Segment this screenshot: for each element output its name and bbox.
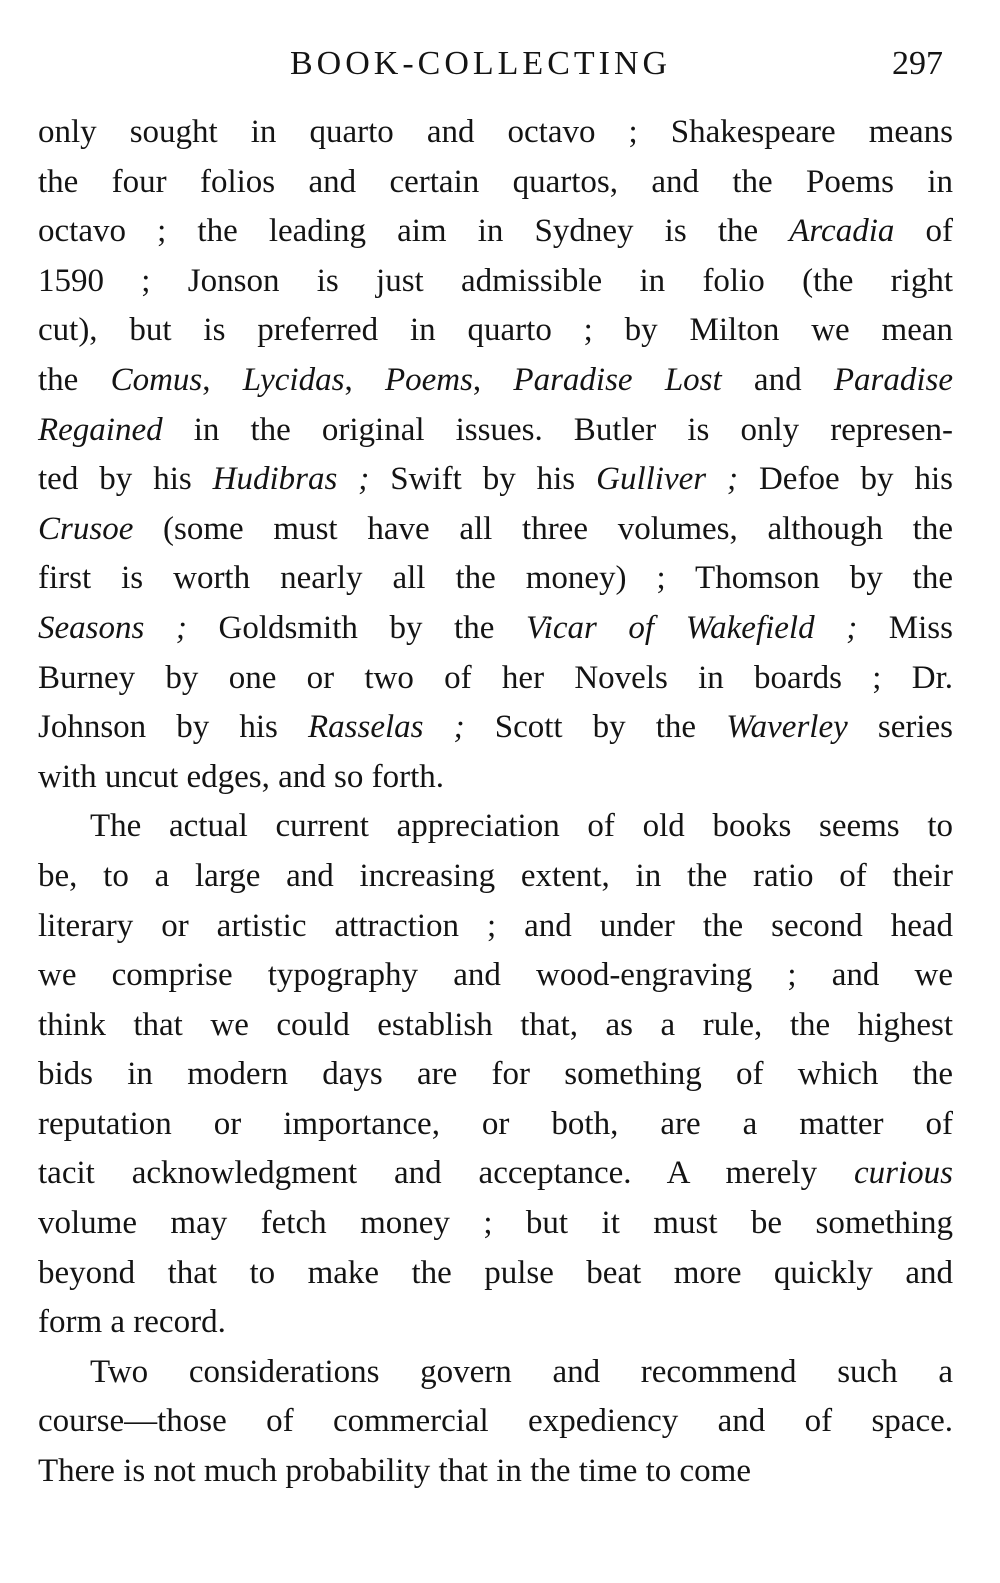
italic-title: Gulliver ;	[596, 461, 739, 498]
page-number: 297	[892, 45, 943, 82]
text-run: octavo ; the leading aim in Sydney is the	[38, 213, 790, 250]
text-line	[38, 554, 953, 604]
text-run: the four folios and certain quartos, and the Poems in	[38, 163, 953, 200]
text-run: series	[847, 709, 953, 746]
italic-title: Paradise Lost	[513, 361, 722, 398]
text-line	[38, 1050, 953, 1100]
text-line	[38, 306, 953, 356]
text-run: Swift by his	[369, 461, 597, 498]
text-run: ,	[344, 361, 385, 398]
text-run: ,	[472, 361, 514, 398]
text-run: the	[38, 361, 111, 398]
text-run: ,	[202, 361, 243, 398]
text-line	[38, 852, 953, 902]
text-line	[38, 1298, 953, 1348]
italic-title: Paradise	[833, 361, 953, 398]
italic-title: Waverley	[726, 709, 848, 746]
text-line	[38, 1397, 953, 1447]
text-line	[38, 356, 953, 406]
italic-title: Poems	[384, 361, 473, 398]
text-run: of	[894, 213, 953, 250]
italic-title: Hudibras ;	[212, 461, 370, 498]
text-run: (some must have all three volumes, although the	[133, 510, 953, 547]
text-line	[38, 207, 953, 257]
text-run: and	[721, 361, 834, 398]
text-line	[38, 1199, 953, 1249]
text-line	[38, 1149, 953, 1199]
text-line	[38, 406, 953, 456]
text-line	[38, 1249, 953, 1299]
text-run: Goldsmith by the	[186, 609, 526, 646]
text-run: think that we could establish that, as a rule, the highest	[38, 1006, 953, 1043]
text-line	[38, 158, 953, 208]
paragraph	[38, 1348, 953, 1497]
text-run: Miss	[857, 609, 953, 646]
italic-title: Rasselas ;	[308, 709, 465, 746]
text-line	[38, 257, 953, 307]
text-line	[38, 802, 953, 852]
text-run: bids in modern days are for something of which the	[38, 1056, 953, 1093]
text-line	[38, 108, 953, 158]
italic-title: Seasons ;	[38, 609, 187, 646]
paragraph	[38, 802, 953, 1348]
text-run: 1590 ; Jonson is just admissible in folio (the right	[38, 262, 953, 299]
text-run: reputation or importance, or both, are a matter of	[38, 1105, 953, 1142]
text-run: Scott by the	[464, 709, 727, 746]
text-run: Johnson by his	[38, 709, 309, 746]
text-line	[38, 654, 953, 704]
text-run: There is not much probability that in the time to come	[38, 1453, 751, 1490]
running-head	[0, 40, 1000, 88]
text-run: Burney by one or two of her Novels in boards ; Dr.	[38, 659, 953, 696]
text-line	[38, 753, 953, 803]
text-line	[38, 902, 953, 952]
italic-title: Arcadia	[789, 213, 895, 250]
italic-title: Vicar of Wakefield ;	[525, 609, 858, 646]
text-line	[38, 505, 953, 555]
text-run: course—those of commercial expediency and of space.	[38, 1403, 953, 1440]
text-line	[38, 1001, 953, 1051]
text-line	[38, 1447, 953, 1497]
paragraph	[38, 108, 953, 802]
text-run: volume may fetch money ; but it must be something	[38, 1205, 953, 1242]
text-run: we comprise typography and wood-engraving ; and we	[38, 957, 953, 994]
text-line	[38, 703, 953, 753]
italic-title: Lycidas	[242, 361, 345, 398]
text-line	[38, 604, 953, 654]
italic-title: curious	[854, 1155, 953, 1192]
text-run: ted by his	[38, 461, 213, 498]
text-run: Defoe by his	[738, 461, 953, 498]
text-run: with uncut edges, and so forth.	[38, 758, 445, 795]
text-line	[38, 455, 953, 505]
running-head-title: BOOK-COLLECTING	[290, 45, 672, 82]
text-run: literary or artistic attraction ; and under the second head	[38, 907, 953, 944]
italic-title: Regained	[38, 411, 163, 448]
text-run: first is worth nearly all the money) ; Thomson by the	[38, 560, 953, 597]
text-run: beyond that to make the pulse beat more quickly and	[38, 1254, 953, 1291]
italic-title: Comus	[110, 361, 203, 398]
text-run: be, to a large and increasing extent, in the ratio of their	[38, 857, 953, 894]
text-run: tacit acknowledgment and acceptance. A merely	[38, 1155, 854, 1192]
text-line	[38, 1100, 953, 1150]
italic-title: Crusoe	[38, 510, 134, 547]
text-run: Two considerations govern and recommend such a	[90, 1353, 953, 1390]
text-run: in the original issues. Butler is only represen-	[162, 411, 953, 448]
text-run: The actual current appreciation of old books seems to	[90, 808, 953, 845]
text-line	[38, 1348, 953, 1398]
text-line	[38, 951, 953, 1001]
text-run: cut), but is preferred in quarto ; by Milton we mean	[38, 312, 953, 349]
body-text	[38, 108, 953, 1497]
text-run: form a record.	[38, 1304, 226, 1341]
text-run: only sought in quarto and octavo ; Shakespeare means	[38, 114, 953, 150]
